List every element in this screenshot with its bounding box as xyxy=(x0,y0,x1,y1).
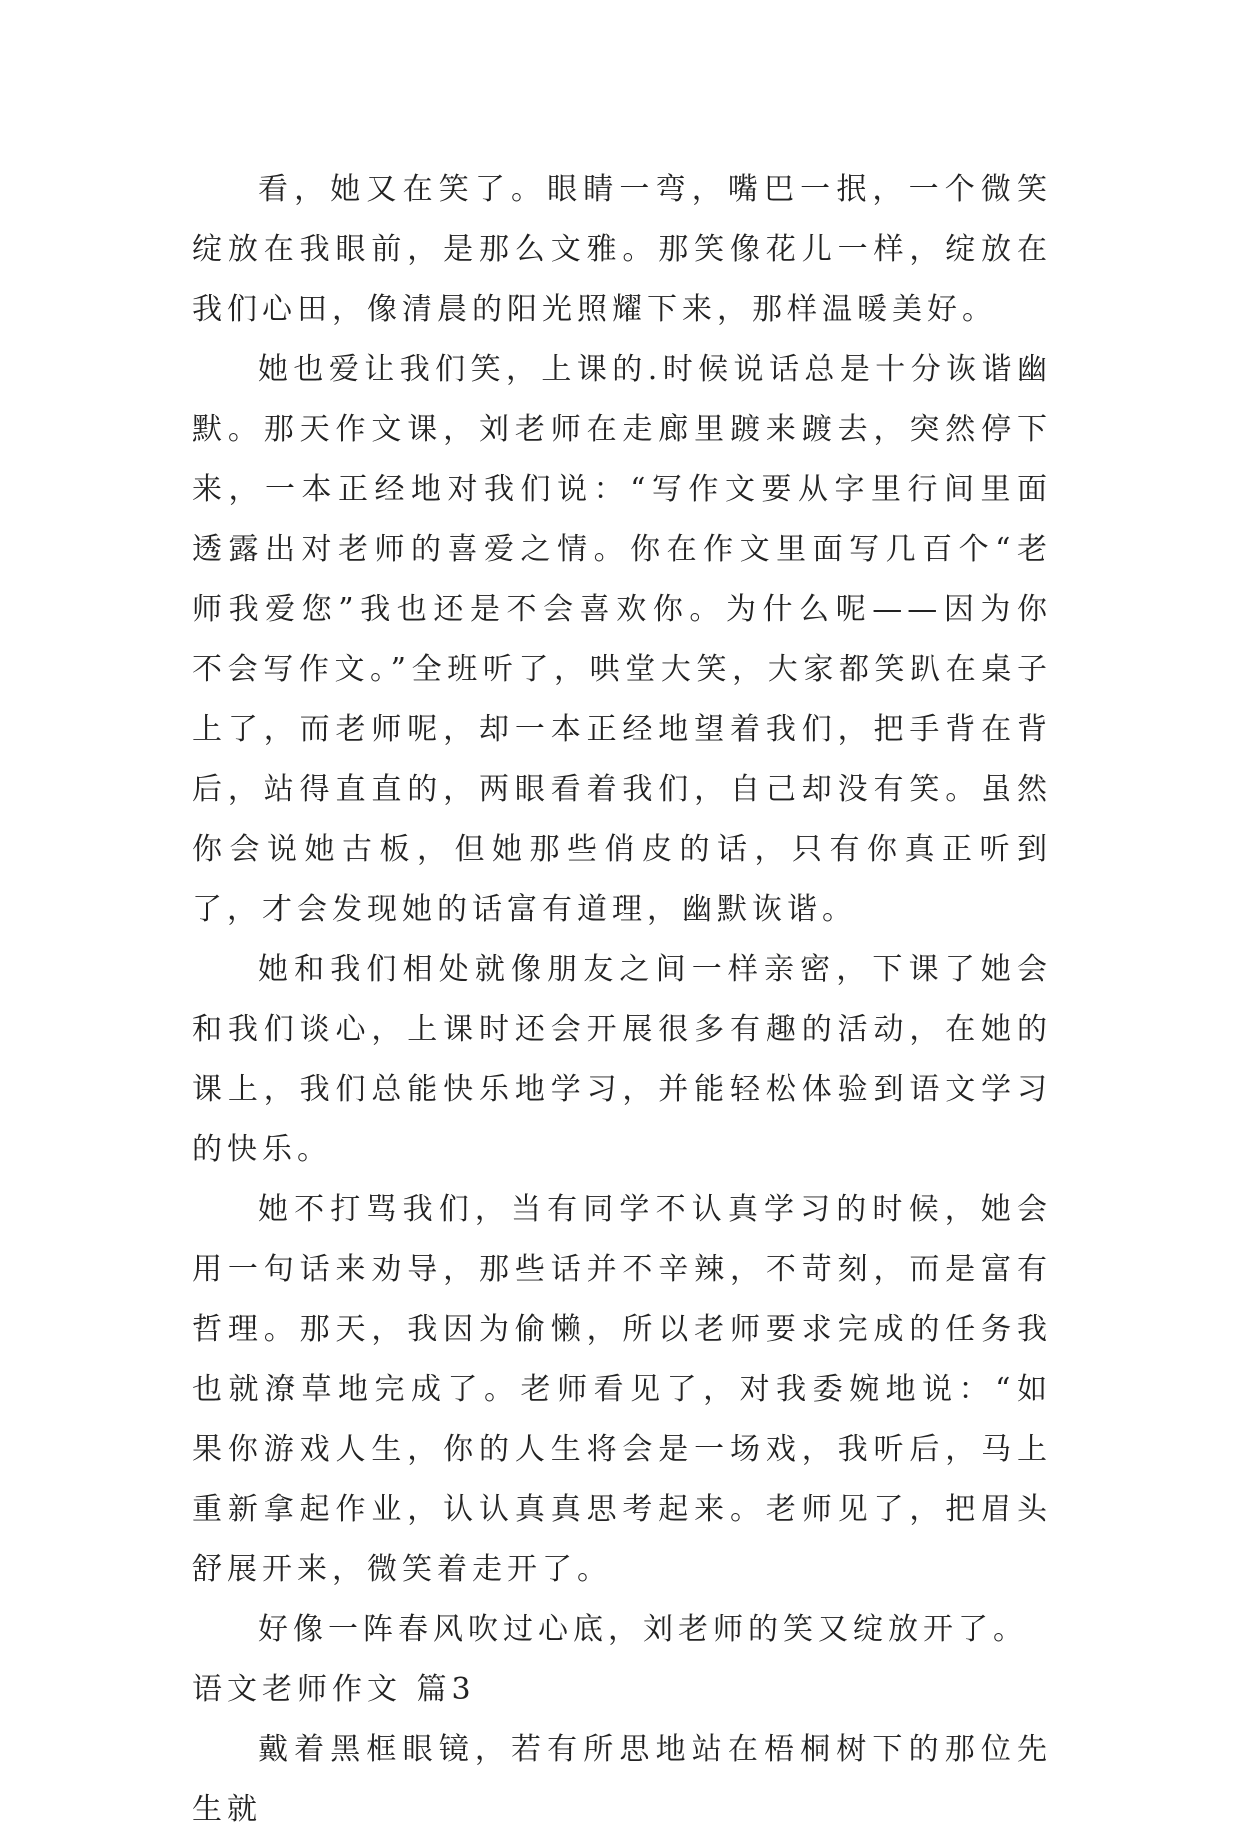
paragraph-1: 看，她又在笑了。眼睛一弯，嘴巴一抿，一个微笑绽放在我眼前，是那么文雅。那笑像花儿一样，绽放在我们心田，像清晨的阳光照耀下来，那样温暖美好。 xyxy=(192,172,1052,327)
paragraph-5: 好像一阵春风吹过心底，刘老师的笑又绽放开了。 xyxy=(258,1612,1028,1647)
paragraph-4: 她不打骂我们，当有同学不认真学习的时候，她会用一句话来劝导，那些话并不辛辣，不苛刻，而是富有哲理。那天，我因为偷懒，所以老师要求完成的任务我也就潦草地完成了。老师看见了，对我委婉地说：“如果你游戏人生，你的人生将会是一场戏，我听后，马上重新拿起作业，认认真真思考起来。老师见了，把眉头舒展开来，微笑着走开了。 xyxy=(192,1192,1052,1587)
paragraph-3: 她和我们相处就像朋友之间一样亲密，下课了她会和我们谈心，上课时还会开展很多有趣的活动，在她的课上，我们总能快乐地学习，并能轻松体验到语文学习的快乐。 xyxy=(192,952,1052,1167)
document-body xyxy=(192,160,1052,1840)
paragraph-2: 她也爱让我们笑，上课的.时候说话总是十分诙谐幽默。那天作文课，刘老师在走廊里踱来踱去，突然停下来，一本正经地对我们说：“写作文要从字里行间里面透露出对老师的喜爱之情。你在作文里面写几百个“老师我爱您”我也还是不会喜欢你。为什么呢——因为你不会写作文。”全班听了，哄堂大笑，大家都笑趴在桌子上了，而老师呢，却一本正经地望着我们，把手背在背后，站得直直的，两眼看着我们，自己却没有笑。虽然你会说她古板，但她那些俏皮的话，只有你真正听到了，才会发现她的话富有道理，幽默诙谐。 xyxy=(192,352,1052,927)
section-heading: 语文老师作文 篇3 xyxy=(192,1672,476,1707)
paragraph-6: 戴着黑框眼镜，若有所思地站在梧桐树下的那位先生就 xyxy=(192,1732,1052,1827)
